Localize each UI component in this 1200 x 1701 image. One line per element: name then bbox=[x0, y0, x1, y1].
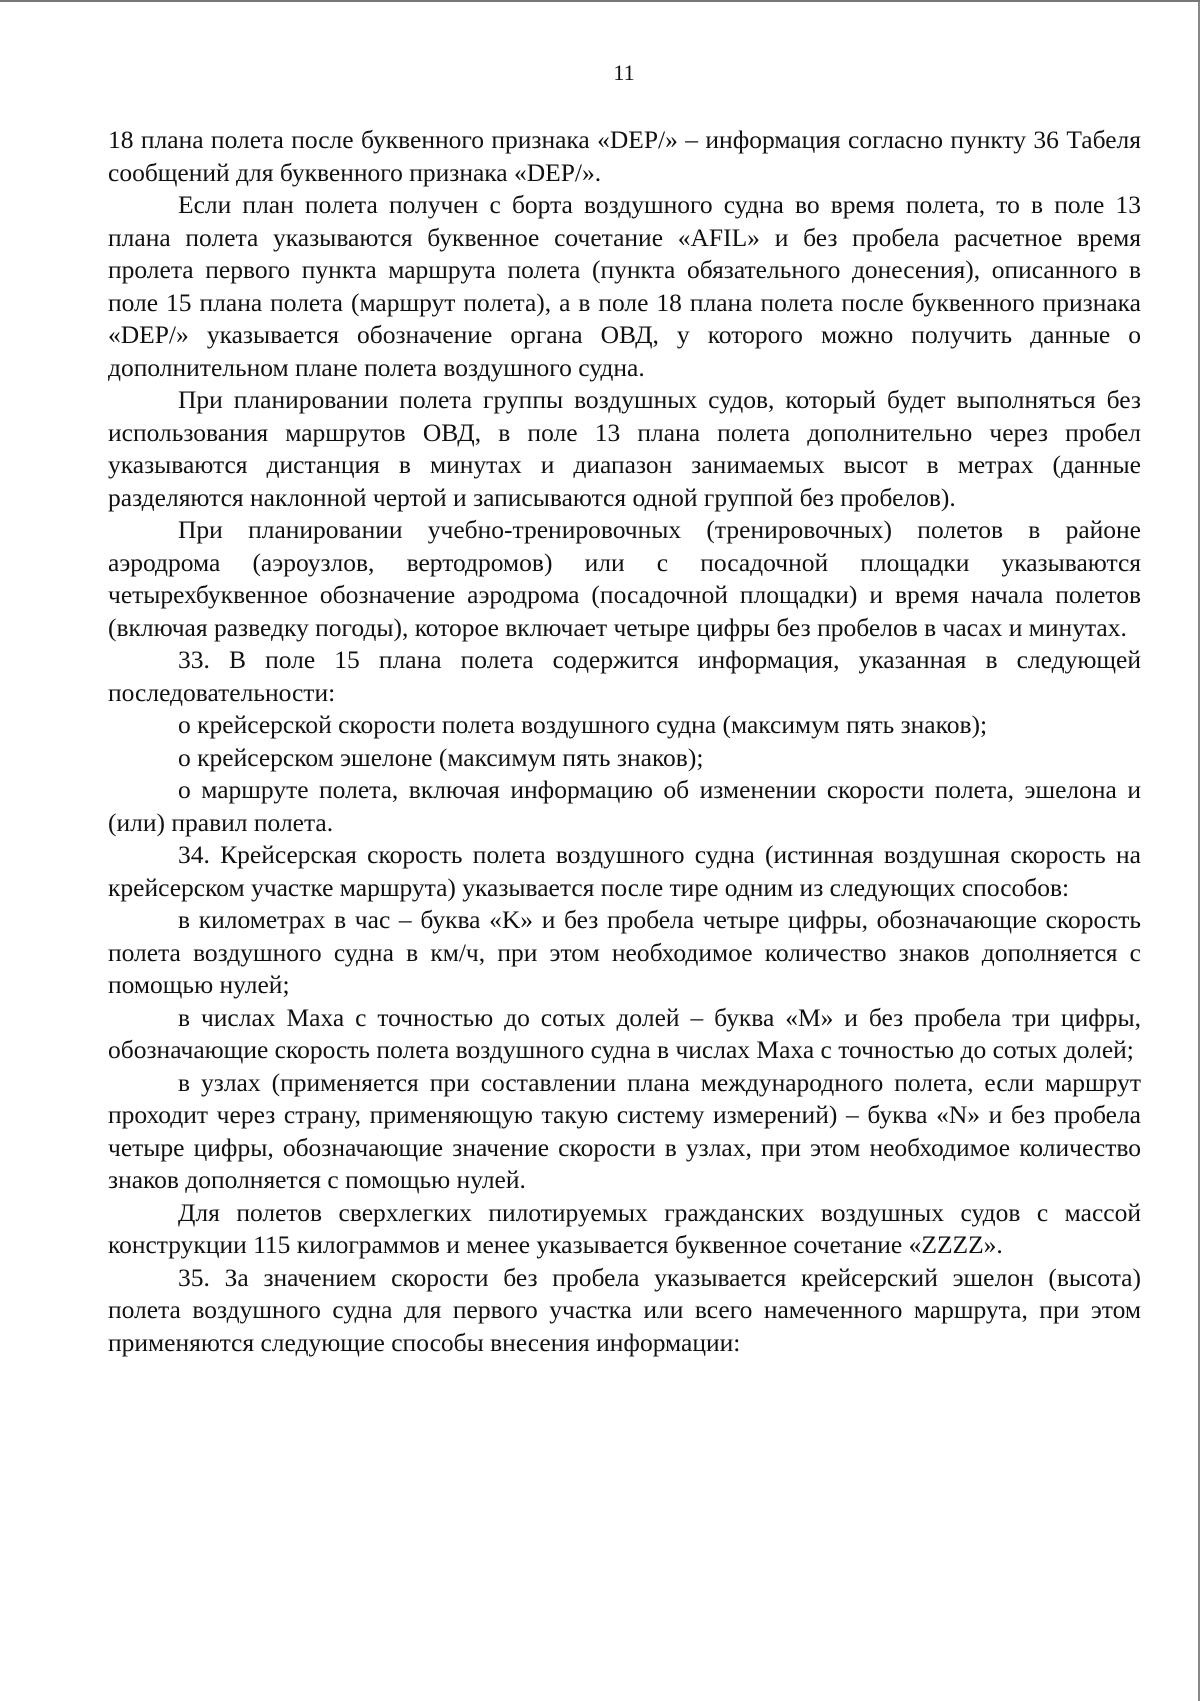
page-number: 11 bbox=[613, 60, 635, 85]
list-item-cruise-speed: о крейсерской скорости полета воздушного судна (максимум пять знаков); bbox=[178, 710, 988, 739]
paragraph-training-flights: При планировании учебно-тренировочных (тренировочных) полетов в районе аэродрома (аэроузлов, вертодромов) или с посадочной площадки указываются четырехбуквенное обозначение аэродрома (посадочной площадки) и время начала полетов (включая разведку погоды), которое включает четыре цифры без пробелов в часах и минутах. bbox=[108, 515, 1141, 642]
document-body bbox=[108, 124, 1141, 1359]
paragraph-item-33: 33. В поле 15 плана полета содержится информация, указанная в следующей последовательности: bbox=[108, 645, 1141, 707]
paragraph-item-35: 35. За значением скорости без пробела указывается крейсерский эшелон (высота) полета воздушного судна для первого участка или всего намеченного маршрута, при этом применяются следующие способы внесения информации: bbox=[108, 1262, 1141, 1357]
paragraph-afil: Если план полета получен с борта воздушного судна во время полета, то в поле 13 плана полета указываются буквенное сочетание «AFIL» и без пробела расчетное время пролета первого пункта маршрута полета (пункта обязательного донесения), описанного в поле 15 плана полета (маршрут полета), а в поле 18 плана полета после буквенного признака «DEP/» указывается обозначение органа ОВД, у которого можно получить данные о дополнительном плане полета воздушного судна. bbox=[108, 190, 1141, 382]
paragraph-item-34: 34. Крейсерская скорость полета воздушного судна (истинная воздушная скорость на крейсерском участке маршрута) указывается после тире одним из следующих способов: bbox=[108, 840, 1141, 902]
list-item-kmh: в километрах в час – буква «K» и без пробела четыре цифры, обозначающие скорость полета воздушного судна в км/ч, при этом необходимое количество знаков дополняется с помощью нулей; bbox=[108, 905, 1141, 999]
list-item-route: о маршруте полета, включая информацию об изменении скорости полета, эшелона и (или) правил полета. bbox=[108, 775, 1141, 837]
paragraph-continuation: 18 плана полета после буквенного признака «DEP/» – информация согласно пункту 36 Табеля сообщений для буквенного признака «DEP/». bbox=[108, 125, 1141, 187]
paragraph-ultralight: Для полетов сверхлегких пилотируемых гражданских воздушных судов с массой конструкции 115 килограммов и менее указывается буквенное сочетание «ZZZZ». bbox=[108, 1197, 1141, 1259]
list-item-mach: в числах Маха с точностью до сотых долей – буква «M» и без пробела три цифры, обозначающие скорость полета воздушного судна в числах Маха с точностью до сотых долей; bbox=[108, 1002, 1141, 1064]
list-item-cruise-level: о крейсерском эшелоне (максимум пять знаков); bbox=[178, 742, 704, 772]
list-item-knots: в узлах (применяется при составлении плана международного полета, если маршрут проходит через страну, применяющую такую систему измерений) – буква «N» и без пробела четыре цифры, обозначающие значение скорости в узлах, при этом необходимое количество знаков дополняется с помощью нулей. bbox=[108, 1067, 1141, 1194]
paragraph-group-flight: При планировании полета группы воздушных судов, который будет выполняться без использования маршрутов ОВД, в поле 13 плана полета дополнительно через пробел указываются дистанция в минутах и диапазон занимаемых высот в метрах (данные разделяются наклонной чертой и записываются одной группой без пробелов). bbox=[108, 385, 1141, 512]
